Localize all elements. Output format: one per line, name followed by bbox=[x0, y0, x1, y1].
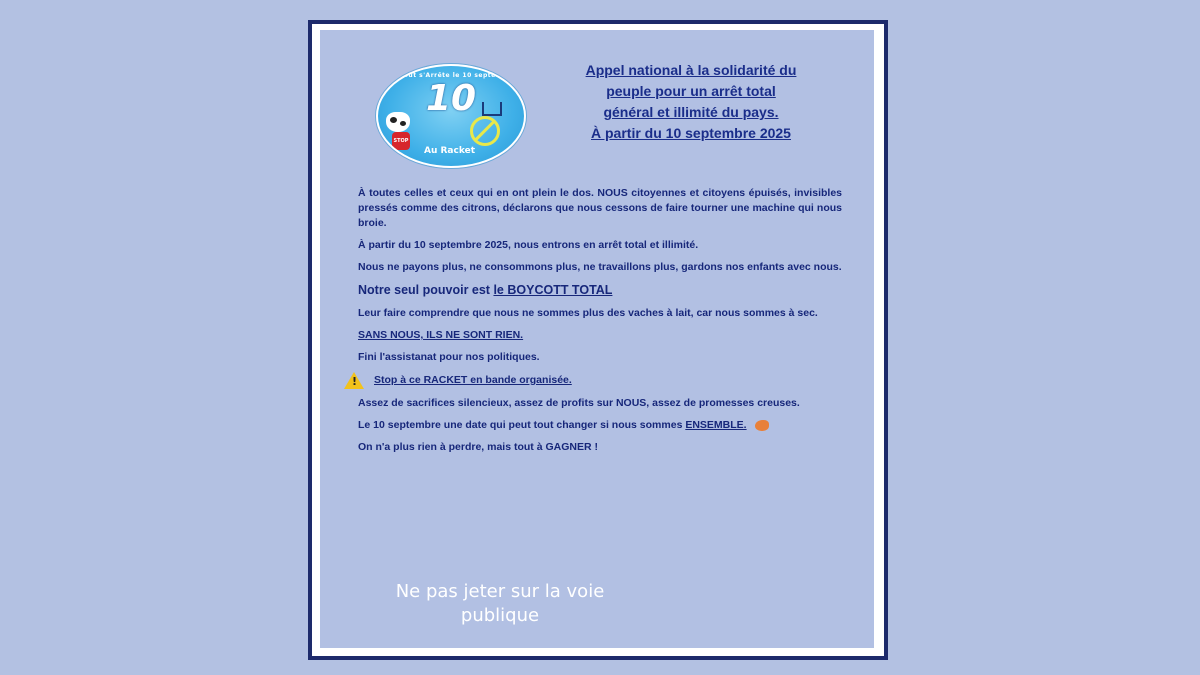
racket-statement: Stop à ce RACKET en bande organisée. bbox=[374, 374, 572, 386]
paragraph: Leur faire comprendre que nous ne sommes plus des vaches à lait, car nous sommes à sec. bbox=[358, 307, 818, 319]
flyer-title bbox=[536, 60, 846, 144]
paragraph: On n'a plus rien à perdre, mais tout à GAGNER ! bbox=[358, 441, 598, 453]
title-line: général et illimité du pays. bbox=[603, 104, 779, 120]
cart-icon bbox=[482, 102, 502, 116]
ensemble-emphasis: ENSEMBLE. bbox=[685, 419, 747, 431]
footer-line: Ne pas jeter sur la voie bbox=[395, 581, 605, 602]
paragraph: À toutes celles et ceux qui en ont plein le dos. NOUS citoyennes et citoyens épuisés, invisibles pressés comme des citrons, déclarons que nous cessons de faire tourner une machine qui nous broie. bbox=[358, 187, 842, 229]
footer-notice bbox=[340, 580, 660, 628]
logo-arc-text: Tout s'Arrête le 10 septembre bbox=[400, 72, 516, 79]
ensemble-paragraph bbox=[358, 418, 842, 433]
title-line: peuple pour un arrêt total bbox=[606, 83, 776, 99]
prohibition-icon bbox=[470, 116, 500, 146]
flyer-content bbox=[320, 30, 874, 648]
paragraph-text: Le 10 septembre une date qui peut tout changer si nous sommes bbox=[358, 419, 683, 431]
flyer-body bbox=[358, 186, 842, 462]
power-statement bbox=[358, 282, 842, 299]
paragraph: Nous ne payons plus, ne consommons plus, ne travaillons plus, gardons nos enfants avec nous. bbox=[358, 261, 842, 273]
paragraph: À partir du 10 septembre 2025, nous entrons en arrêt total et illimité. bbox=[358, 239, 699, 251]
boycott-emphasis: le BOYCOTT TOTAL bbox=[493, 283, 613, 297]
title-line: Appel national à la solidarité du bbox=[585, 62, 797, 78]
warning-icon bbox=[344, 372, 364, 389]
cow-icon bbox=[386, 112, 410, 132]
title-line: À partir du 10 septembre 2025 bbox=[591, 125, 791, 141]
paragraph: Fini l'assistanat pour nos politiques. bbox=[358, 351, 540, 363]
power-prefix: Notre seul pouvoir est bbox=[358, 283, 494, 297]
logo-number: 10 bbox=[426, 78, 477, 119]
flexed-arm-icon bbox=[755, 420, 769, 431]
paragraph: Assez de sacrifices silencieux, assez de profits sur NOUS, assez de promesses creuses. bbox=[358, 397, 800, 409]
flyer-white-frame bbox=[312, 24, 884, 656]
paragraph: SANS NOUS, ILS NE SONT RIEN. bbox=[358, 329, 524, 341]
flyer-border bbox=[308, 20, 888, 660]
footer-line: publique bbox=[460, 605, 540, 626]
stop-sign-icon: STOP bbox=[392, 132, 410, 150]
movement-logo bbox=[376, 64, 526, 168]
logo-bottom-text: Au Racket bbox=[424, 146, 475, 156]
warning-row bbox=[358, 372, 842, 389]
